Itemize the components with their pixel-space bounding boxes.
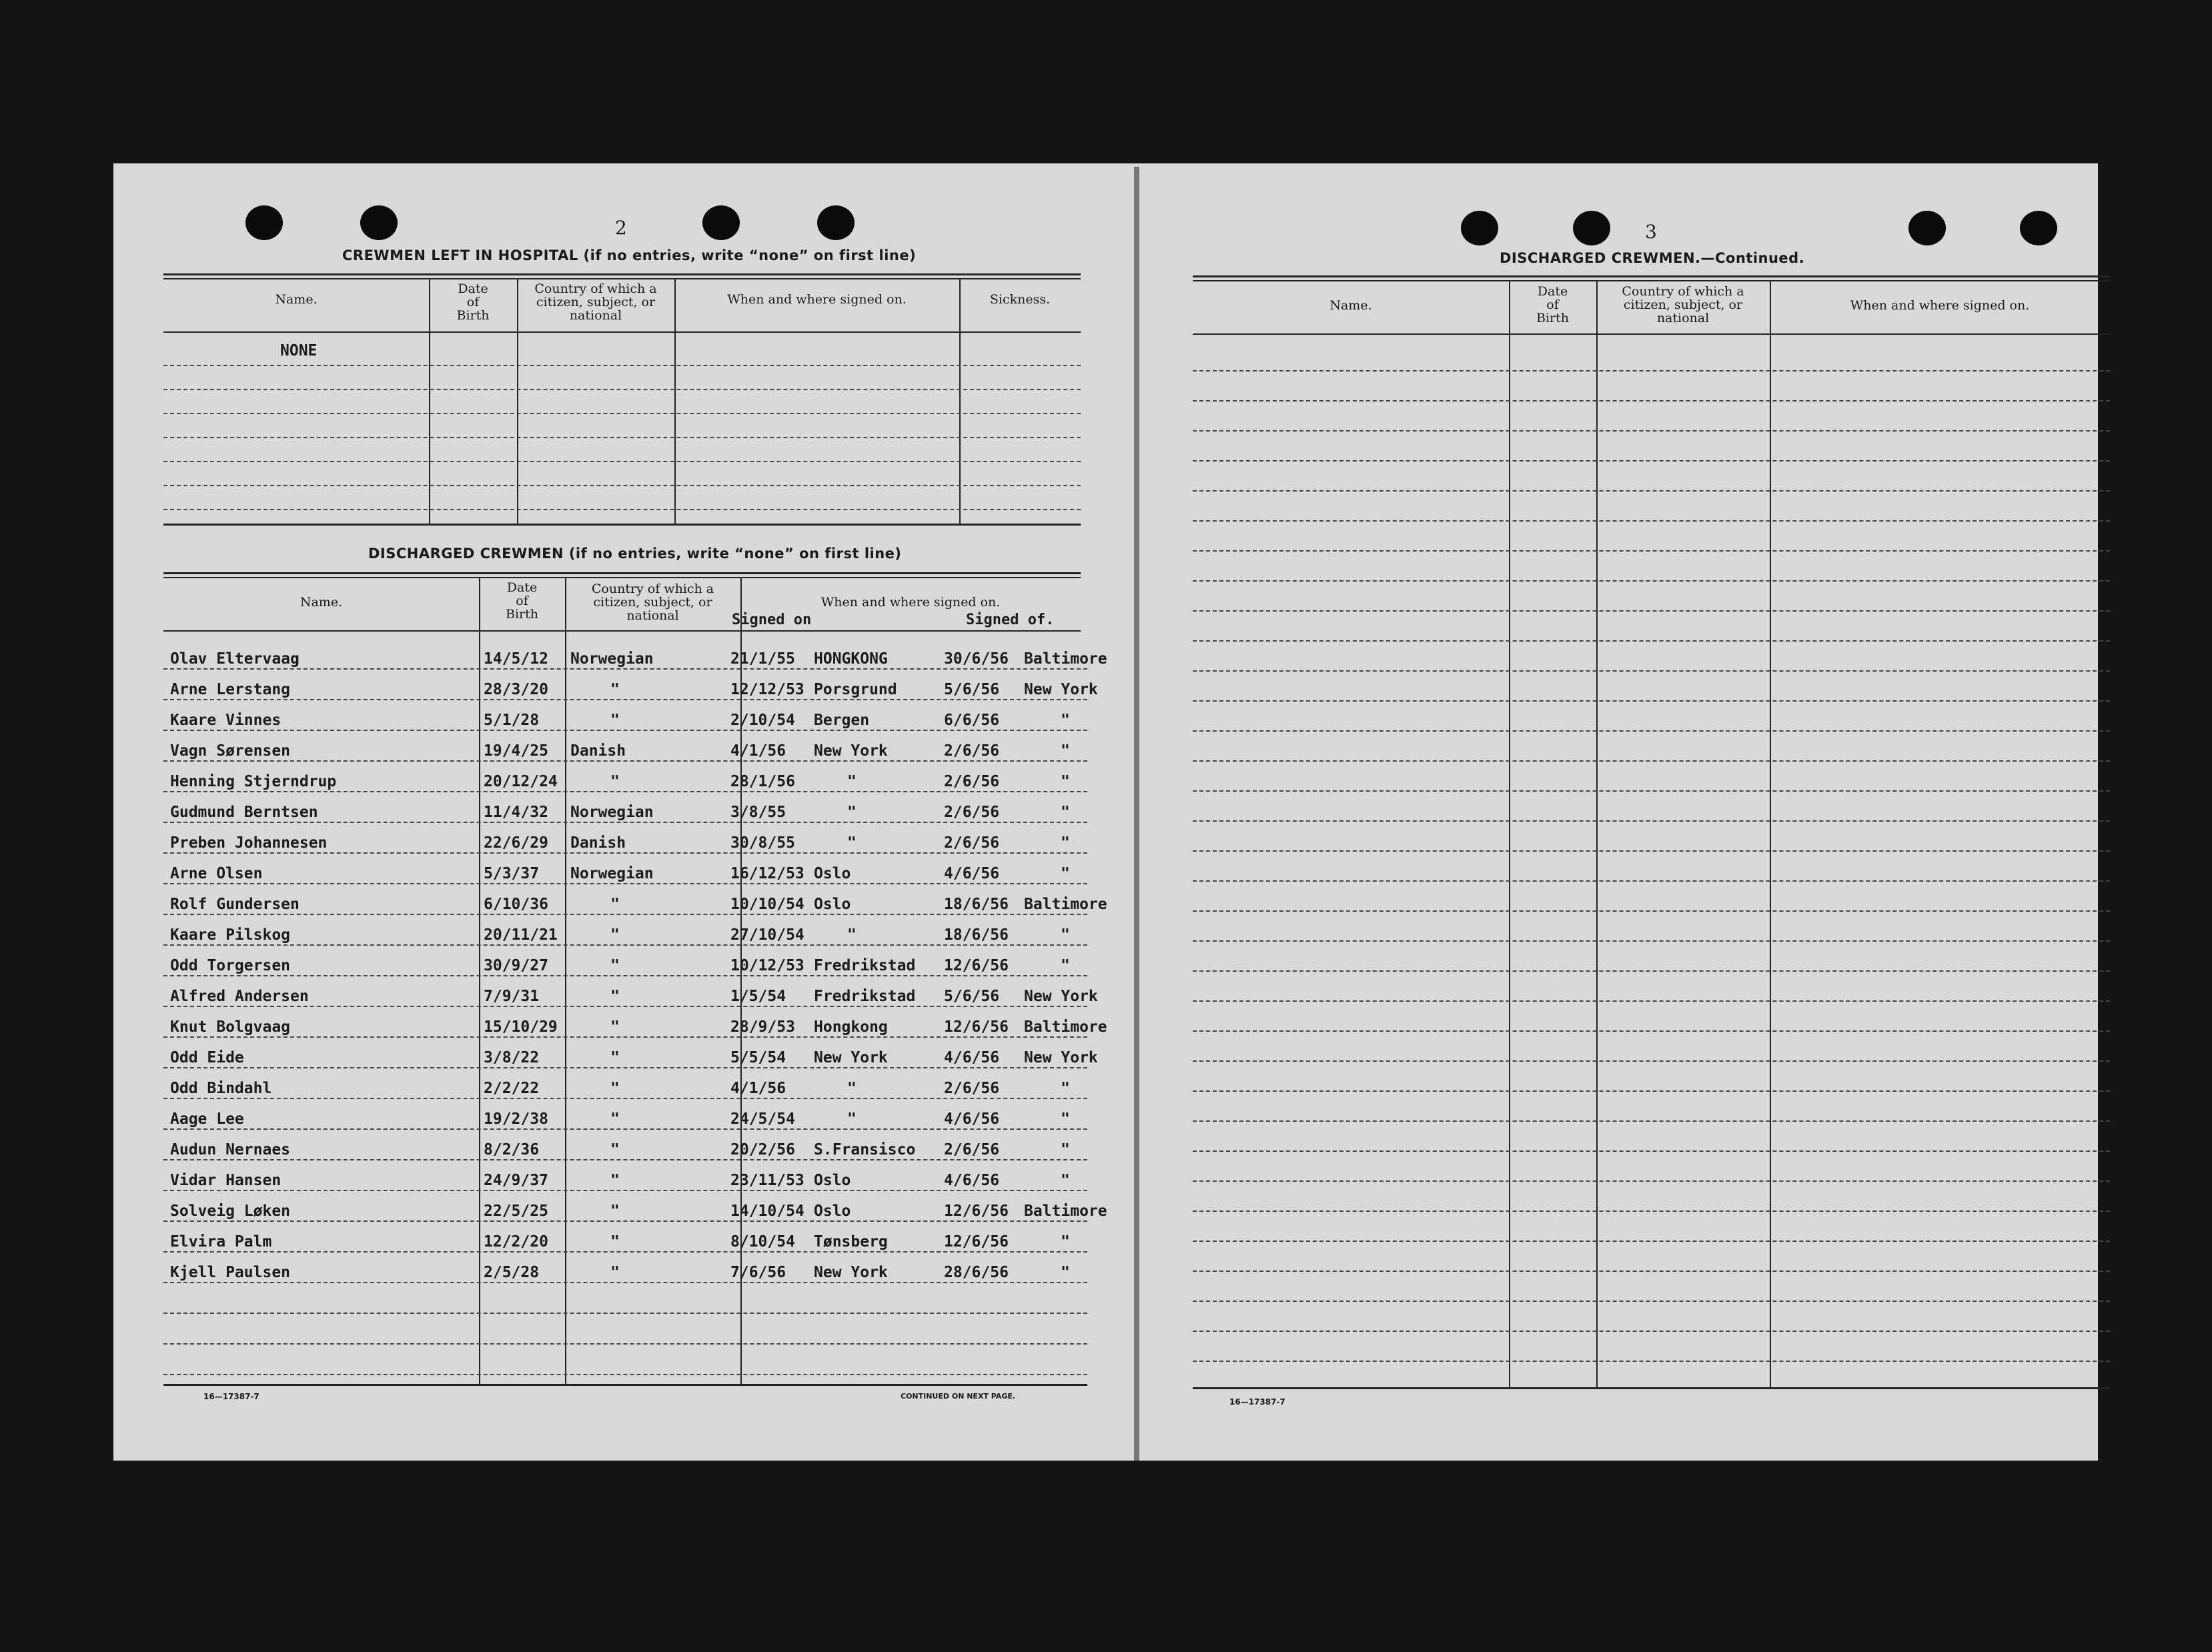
crew-name: Knut Bolgvaag bbox=[170, 1018, 291, 1036]
ruled-line bbox=[1193, 1150, 2110, 1152]
header-sickness: Sickness. bbox=[989, 292, 1051, 307]
punch-hole bbox=[360, 205, 398, 240]
signed-on-date: 27/10/54 bbox=[730, 926, 804, 944]
left-page bbox=[113, 163, 1134, 1461]
page-number: 2 bbox=[615, 217, 627, 239]
signed-on-date: 14/10/54 bbox=[730, 1202, 804, 1220]
punch-hole bbox=[702, 205, 740, 240]
signed-off-place: " bbox=[1061, 957, 1070, 974]
crew-name: Alfred Andersen bbox=[170, 988, 309, 1005]
ruled-line bbox=[163, 1313, 1087, 1314]
punch-hole bbox=[1461, 211, 1498, 245]
ruled-line bbox=[163, 730, 1087, 731]
ruled-line bbox=[163, 1374, 1087, 1375]
signed-off-date: 12/6/56 bbox=[944, 957, 1009, 974]
column-divider bbox=[1596, 280, 1598, 1387]
ruled-line bbox=[1193, 1361, 2110, 1362]
crew-name: Olav Eltervaag bbox=[170, 650, 300, 668]
crew-name: Odd Torgersen bbox=[170, 957, 291, 974]
ruled-line bbox=[1193, 790, 2110, 792]
signed-off-date: 12/6/56 bbox=[944, 1202, 1009, 1220]
crew-country: " bbox=[610, 1018, 620, 1036]
crew-name: Elvira Palm bbox=[170, 1233, 272, 1251]
ruled-line bbox=[1193, 400, 2110, 401]
signed-on-place: " bbox=[847, 834, 857, 852]
signed-off-place: " bbox=[1061, 926, 1070, 944]
ruled-line bbox=[1193, 1210, 2110, 1212]
ruled-line bbox=[1193, 1271, 2110, 1272]
signed-on-place: New York bbox=[814, 1049, 888, 1066]
crew-dob: 30/9/27 bbox=[484, 957, 548, 974]
signed-on-date: 3/8/55 bbox=[730, 804, 786, 821]
crew-country: " bbox=[610, 988, 620, 1005]
signed-on-place: S.Fransisco bbox=[814, 1141, 916, 1158]
ruled-line bbox=[1193, 1180, 2110, 1182]
header-signed-on: When and where signed on. bbox=[820, 595, 1001, 610]
signed-off-place: " bbox=[1061, 1233, 1070, 1251]
signed-off-place: " bbox=[1061, 1264, 1070, 1281]
signed-off-date: 28/6/56 bbox=[944, 1264, 1009, 1281]
header-name: Name. bbox=[300, 595, 343, 610]
signed-on-place: " bbox=[847, 1080, 857, 1097]
ruled-line bbox=[1193, 1090, 2110, 1092]
ruled-line bbox=[163, 1343, 1087, 1345]
signed-off-date: 5/6/56 bbox=[944, 988, 1000, 1005]
signed-off-date: 2/6/56 bbox=[944, 773, 1000, 790]
crew-name: Audun Nernaes bbox=[170, 1141, 291, 1158]
signed-off-date: 4/6/56 bbox=[944, 1110, 1000, 1128]
signed-off-date: 18/6/56 bbox=[944, 926, 1009, 944]
ruled-line bbox=[1193, 970, 2110, 972]
table-rule bbox=[163, 278, 1081, 279]
punch-hole bbox=[1573, 211, 1610, 245]
crew-country: Danish bbox=[570, 742, 626, 760]
crew-dob: 12/2/20 bbox=[484, 1233, 548, 1251]
signed-off-place: New York bbox=[1024, 681, 1098, 698]
signed-off-date: 2/6/56 bbox=[944, 804, 1000, 821]
crew-name: Kaare Vinnes bbox=[170, 712, 282, 729]
signed-off-place: " bbox=[1061, 865, 1070, 882]
column-divider bbox=[1770, 280, 1771, 1387]
signed-on-place: " bbox=[847, 1110, 857, 1128]
header-country: Country of which a citizen, subject, or national bbox=[1622, 284, 1744, 325]
ruled-line bbox=[163, 822, 1087, 823]
ruled-line bbox=[1193, 940, 2110, 942]
signed-off-date: 18/6/56 bbox=[944, 896, 1009, 913]
crew-dob: 19/4/25 bbox=[484, 742, 548, 760]
header-dob: Date of Birth bbox=[506, 580, 538, 622]
signed-on-place: Oslo bbox=[814, 896, 851, 913]
signed-off-date: 30/6/56 bbox=[944, 650, 1009, 668]
form-number: 16—17387-7 bbox=[1229, 1397, 1285, 1407]
signed-on-place: " bbox=[847, 773, 857, 790]
signed-off-place: " bbox=[1061, 1110, 1070, 1128]
header-signed-on: When and where signed on. bbox=[727, 292, 907, 307]
page-fold bbox=[1134, 167, 1139, 1461]
signed-on-place: Oslo bbox=[814, 1202, 851, 1220]
crew-name: Kaare Pilskog bbox=[170, 926, 291, 944]
signed-off-place: " bbox=[1061, 1172, 1070, 1189]
crew-country: " bbox=[610, 926, 620, 944]
signed-on-place: New York bbox=[814, 742, 888, 760]
ruled-line bbox=[163, 509, 1081, 510]
ruled-line bbox=[1193, 580, 2110, 582]
ruled-line bbox=[1193, 1030, 2110, 1032]
crew-country: " bbox=[610, 1141, 620, 1158]
column-divider bbox=[565, 577, 566, 1384]
signed-off-date: 12/6/56 bbox=[944, 1233, 1009, 1251]
crew-name: Rolf Gundersen bbox=[170, 896, 300, 913]
signed-on-date: 30/8/55 bbox=[730, 834, 795, 852]
table-rule bbox=[163, 273, 1081, 275]
header-dob: Date of Birth bbox=[456, 281, 490, 323]
crew-country: " bbox=[610, 1202, 620, 1220]
ruled-line bbox=[163, 1067, 1087, 1068]
signed-on-date: 2/10/54 bbox=[730, 712, 795, 729]
ruled-line bbox=[163, 1006, 1087, 1007]
signed-on-date: 23/11/53 bbox=[730, 1172, 804, 1189]
signed-on-place: Tønsberg bbox=[814, 1233, 888, 1251]
ruled-line bbox=[163, 437, 1081, 438]
signed-off-place: Baltimore bbox=[1024, 650, 1107, 668]
signed-off-date: 2/6/56 bbox=[944, 742, 1000, 760]
crew-dob: 28/3/20 bbox=[484, 681, 548, 698]
signed-on-place: Hongkong bbox=[814, 1018, 888, 1036]
signed-off-date: 2/6/56 bbox=[944, 834, 1000, 852]
ruled-line bbox=[163, 1190, 1087, 1191]
crew-country: " bbox=[610, 1233, 620, 1251]
table-rule bbox=[163, 524, 1081, 526]
ruled-line bbox=[1193, 910, 2110, 912]
signed-off-place: " bbox=[1061, 834, 1070, 852]
crew-country: " bbox=[610, 712, 620, 729]
ruled-line bbox=[163, 389, 1081, 390]
crew-country: " bbox=[610, 1172, 620, 1189]
crew-dob: 2/5/28 bbox=[484, 1264, 540, 1281]
table-rule bbox=[1193, 275, 2110, 277]
signed-off-place: " bbox=[1061, 773, 1070, 790]
column-divider bbox=[674, 278, 676, 524]
table-rule bbox=[1193, 1387, 2110, 1389]
crew-name: Odd Bindahl bbox=[170, 1080, 272, 1097]
signed-on-date: 7/6/56 bbox=[730, 1264, 786, 1281]
crew-country: " bbox=[610, 773, 620, 790]
crew-dob: 7/9/31 bbox=[484, 988, 540, 1005]
crew-dob: 3/8/22 bbox=[484, 1049, 540, 1066]
column-divider bbox=[959, 278, 961, 524]
column-divider bbox=[1509, 280, 1510, 1387]
signed-on-date: 20/2/56 bbox=[730, 1141, 795, 1158]
form-number: 16—17387-7 bbox=[203, 1392, 259, 1401]
table-rule bbox=[163, 331, 1081, 333]
crew-dob: 24/9/37 bbox=[484, 1172, 548, 1189]
table-rule bbox=[163, 630, 1081, 632]
ruled-line bbox=[163, 699, 1087, 700]
signed-on-place: " bbox=[847, 926, 857, 944]
ruled-line bbox=[1193, 1000, 2110, 1002]
crew-dob: 19/2/38 bbox=[484, 1110, 548, 1128]
ruled-line bbox=[1193, 670, 2110, 672]
header-country: Country of which a citizen, subject, or national bbox=[591, 582, 714, 623]
ruled-line bbox=[163, 485, 1081, 486]
continued-note: CONTINUED ON NEXT PAGE. bbox=[901, 1392, 1016, 1401]
header-signed-on-typed: Signed on bbox=[732, 612, 812, 628]
table-rule bbox=[163, 1384, 1087, 1386]
signed-on-date: 10/10/54 bbox=[730, 896, 804, 913]
ruled-line bbox=[1193, 880, 2110, 882]
signed-on-place: Fredrikstad bbox=[814, 957, 916, 974]
crew-dob: 5/3/37 bbox=[484, 865, 540, 882]
ruled-line bbox=[163, 760, 1087, 762]
crew-dob: 14/5/12 bbox=[484, 650, 548, 668]
signed-on-place: Porsgrund bbox=[814, 681, 897, 698]
crew-name: Arne Olsen bbox=[170, 865, 263, 882]
ruled-line bbox=[163, 461, 1081, 462]
header-name: Name. bbox=[1329, 298, 1372, 313]
right-page bbox=[1139, 163, 2098, 1461]
column-divider bbox=[479, 577, 480, 1384]
signed-off-date: 5/6/56 bbox=[944, 681, 1000, 698]
header-signed-on: When and where signed on. bbox=[1850, 298, 2030, 313]
signed-on-place: " bbox=[847, 804, 857, 821]
table-rule bbox=[163, 572, 1081, 574]
crew-name: Gudmund Berntsen bbox=[170, 804, 318, 821]
signed-on-date: 1/5/54 bbox=[730, 988, 786, 1005]
crew-dob: 22/5/25 bbox=[484, 1202, 548, 1220]
ruled-line bbox=[1193, 460, 2110, 462]
ruled-line bbox=[163, 1282, 1087, 1283]
ruled-line bbox=[1193, 850, 2110, 852]
crew-country: Norwegian bbox=[570, 865, 654, 882]
signed-on-place: HONGKONG bbox=[814, 650, 888, 668]
crew-name: Kjell Paulsen bbox=[170, 1264, 291, 1281]
ruled-line bbox=[1193, 820, 2110, 822]
page-number: 3 bbox=[1645, 221, 1657, 243]
signed-on-date: 12/12/53 bbox=[730, 681, 804, 698]
signed-off-date: 12/6/56 bbox=[944, 1018, 1009, 1036]
crew-dob: 22/6/29 bbox=[484, 834, 548, 852]
crew-country: " bbox=[610, 1080, 620, 1097]
crew-name: Henning Stjerndrup bbox=[170, 773, 337, 790]
ruled-line bbox=[163, 668, 1087, 670]
ruled-line bbox=[1193, 1331, 2110, 1332]
ruled-line bbox=[163, 914, 1087, 915]
signed-on-date: 21/1/55 bbox=[730, 650, 795, 668]
punch-hole bbox=[817, 205, 855, 240]
ruled-line bbox=[163, 413, 1081, 414]
punch-hole bbox=[245, 205, 283, 240]
ruled-line bbox=[1193, 760, 2110, 762]
signed-on-date: 24/5/54 bbox=[730, 1110, 795, 1128]
signed-off-date: 6/6/56 bbox=[944, 712, 1000, 729]
table-rule bbox=[1193, 333, 2110, 335]
signed-off-place: " bbox=[1061, 1080, 1070, 1097]
crew-dob: 8/2/36 bbox=[484, 1141, 540, 1158]
crew-country: " bbox=[610, 681, 620, 698]
signed-off-date: 4/6/56 bbox=[944, 1172, 1000, 1189]
crew-name: Aage Lee bbox=[170, 1110, 244, 1128]
crew-country: " bbox=[610, 957, 620, 974]
signed-on-place: New York bbox=[814, 1264, 888, 1281]
crew-dob: 20/12/24 bbox=[484, 773, 558, 790]
crew-name: Vidar Hansen bbox=[170, 1172, 282, 1189]
ruled-line bbox=[1193, 1120, 2110, 1122]
hospital-entry: NONE bbox=[280, 342, 318, 359]
ruled-line bbox=[163, 1036, 1087, 1038]
crew-country: Norwegian bbox=[570, 650, 654, 668]
ruled-line bbox=[1193, 640, 2110, 642]
crew-country: " bbox=[610, 1264, 620, 1281]
ruled-line bbox=[1193, 610, 2110, 612]
signed-off-place: New York bbox=[1024, 1049, 1098, 1066]
ruled-line bbox=[163, 1098, 1087, 1099]
signed-off-place: " bbox=[1061, 1141, 1070, 1158]
signed-on-place: Oslo bbox=[814, 865, 851, 882]
punch-hole bbox=[1908, 211, 1946, 245]
ruled-line bbox=[163, 1159, 1087, 1160]
signed-on-date: 4/1/56 bbox=[730, 1080, 786, 1097]
signed-on-date: 4/1/56 bbox=[730, 742, 786, 760]
header-name: Name. bbox=[275, 292, 318, 307]
punch-hole bbox=[2020, 211, 2057, 245]
crew-dob: 20/11/21 bbox=[484, 926, 558, 944]
signed-on-date: 10/12/53 bbox=[730, 957, 804, 974]
ruled-line bbox=[163, 1128, 1087, 1130]
crew-name: Solveig Løken bbox=[170, 1202, 291, 1220]
signed-off-place: Baltimore bbox=[1024, 1018, 1107, 1036]
ruled-line bbox=[1193, 1241, 2110, 1242]
right-section-title: DISCHARGED CREWMEN.—Continued. bbox=[1500, 250, 1805, 266]
ruled-line bbox=[1193, 430, 2110, 432]
ruled-line bbox=[1193, 370, 2110, 371]
ruled-line bbox=[163, 975, 1087, 976]
signed-off-place: " bbox=[1061, 804, 1070, 821]
signed-off-place: New York bbox=[1024, 988, 1098, 1005]
crew-name: Preben Johannesen bbox=[170, 834, 328, 852]
crew-name: Arne Lerstang bbox=[170, 681, 291, 698]
table-rule bbox=[1193, 280, 2110, 281]
header-dob: Date of Birth bbox=[1536, 284, 1569, 325]
crew-dob: 6/10/36 bbox=[484, 896, 548, 913]
crew-name: Vagn Sørensen bbox=[170, 742, 291, 760]
ruled-line bbox=[1193, 1060, 2110, 1062]
signed-on-date: 8/10/54 bbox=[730, 1233, 795, 1251]
signed-on-place: Fredrikstad bbox=[814, 988, 916, 1005]
ruled-line bbox=[163, 365, 1081, 366]
signed-off-place: " bbox=[1061, 712, 1070, 729]
ruled-line bbox=[163, 852, 1087, 854]
crew-name: Odd Eide bbox=[170, 1049, 244, 1066]
signed-off-date: 4/6/56 bbox=[944, 1049, 1000, 1066]
ruled-line bbox=[1193, 520, 2110, 522]
signed-on-date: 5/5/54 bbox=[730, 1049, 786, 1066]
header-country: Country of which a citizen, subject, or national bbox=[534, 281, 657, 323]
signed-on-place: Oslo bbox=[814, 1172, 851, 1189]
ruled-line bbox=[1193, 730, 2110, 732]
ruled-line bbox=[1193, 1301, 2110, 1302]
header-signed-off-typed: Signed of. bbox=[966, 612, 1055, 628]
signed-off-date: 2/6/56 bbox=[944, 1141, 1000, 1158]
crew-dob: 5/1/28 bbox=[484, 712, 540, 729]
ruled-line bbox=[1193, 490, 2110, 492]
hospital-section-title: CREWMEN LEFT IN HOSPITAL (if no entries, write “none” on first line) bbox=[342, 247, 917, 263]
crew-dob: 15/10/29 bbox=[484, 1018, 558, 1036]
table-rule bbox=[163, 577, 1081, 578]
signed-off-place: Baltimore bbox=[1024, 896, 1107, 913]
signed-off-place: " bbox=[1061, 742, 1070, 760]
crew-country: Danish bbox=[570, 834, 626, 852]
signed-on-date: 28/1/56 bbox=[730, 773, 795, 790]
signed-on-date: 28/9/53 bbox=[730, 1018, 795, 1036]
crew-dob: 11/4/32 bbox=[484, 804, 548, 821]
signed-off-date: 2/6/56 bbox=[944, 1080, 1000, 1097]
crew-country: " bbox=[610, 1049, 620, 1066]
ruled-line bbox=[163, 1220, 1087, 1222]
signed-off-place: Baltimore bbox=[1024, 1202, 1107, 1220]
ruled-line bbox=[163, 791, 1087, 792]
signed-on-date: 16/12/53 bbox=[730, 865, 804, 882]
ruled-line bbox=[1193, 550, 2110, 552]
crew-country: " bbox=[610, 896, 620, 913]
ruled-line bbox=[163, 1251, 1087, 1253]
ruled-line bbox=[163, 944, 1087, 946]
signed-off-date: 4/6/56 bbox=[944, 865, 1000, 882]
crew-country: " bbox=[610, 1110, 620, 1128]
ruled-line bbox=[163, 883, 1087, 884]
crew-country: Norwegian bbox=[570, 804, 654, 821]
discharged-section-title: DISCHARGED CREWMEN (if no entries, write “none” on first line) bbox=[368, 546, 902, 562]
ruled-line bbox=[1193, 700, 2110, 702]
signed-on-place: Bergen bbox=[814, 712, 870, 729]
crew-dob: 2/2/22 bbox=[484, 1080, 540, 1097]
